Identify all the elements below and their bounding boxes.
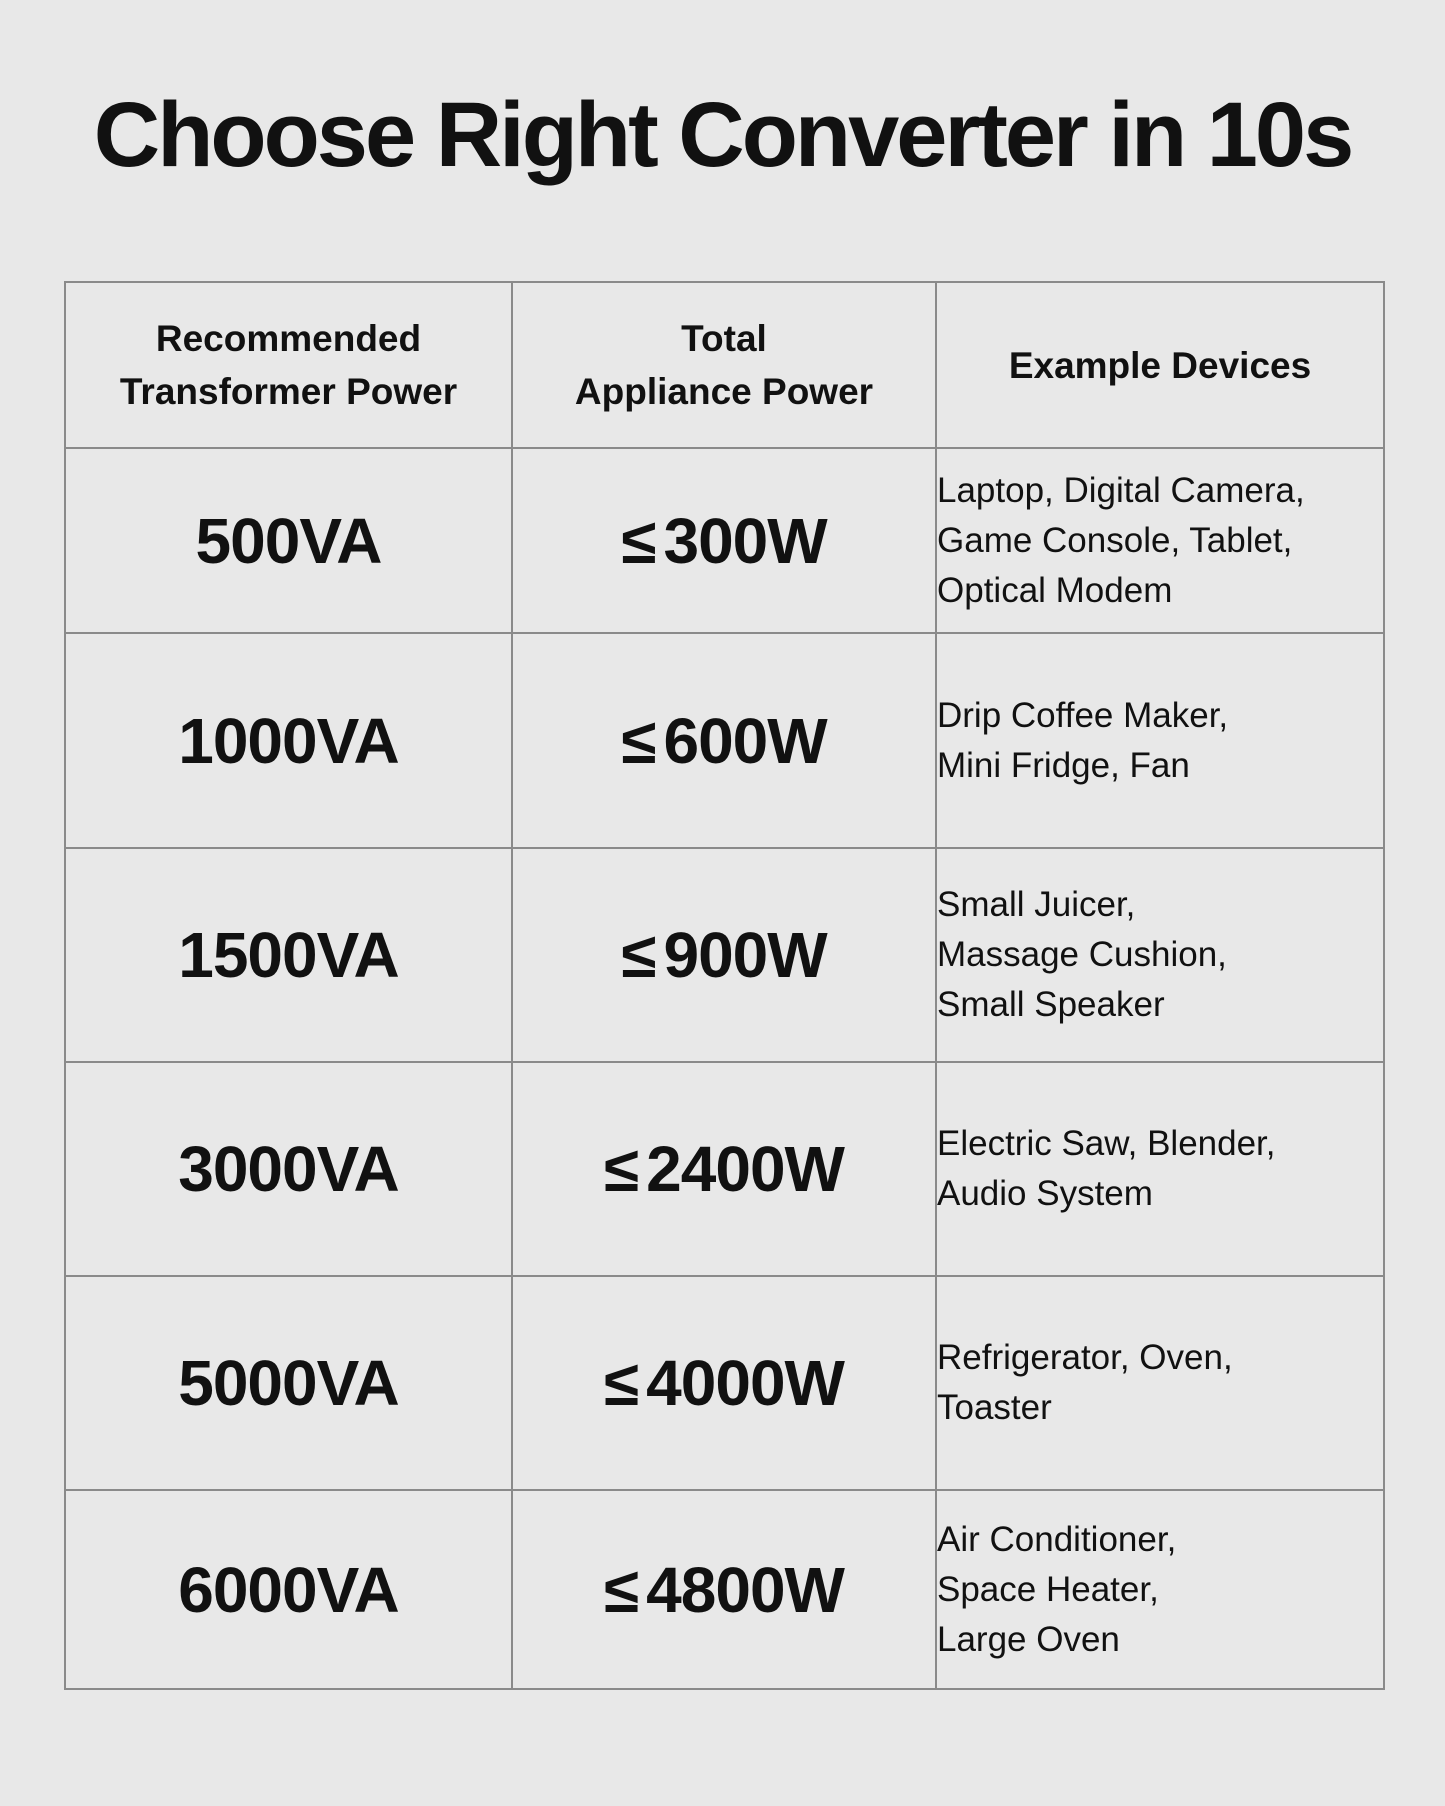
device-line: Large Oven — [937, 1619, 1120, 1659]
appliance-watts-cell — [512, 848, 936, 1062]
example-devices-cell — [936, 633, 1384, 848]
example-devices-cell — [936, 448, 1384, 633]
device-line: Small Speaker — [937, 985, 1165, 1024]
less-equal-symbol: ≤ — [604, 1133, 639, 1205]
device-line: Mini Fridge, Fan — [937, 745, 1190, 785]
watts-value: 900W — [663, 919, 827, 991]
less-equal-symbol: ≤ — [621, 919, 656, 991]
watts-value: 600W — [663, 704, 827, 777]
transformer-va-cell: 3000VA — [65, 1062, 512, 1276]
example-devices-cell — [936, 1490, 1384, 1689]
less-equal-symbol: ≤ — [604, 1347, 639, 1419]
device-line: Laptop, Digital Camera, — [937, 470, 1305, 510]
example-devices-cell — [936, 1276, 1384, 1490]
page-title: Choose Right Converter in 10s — [93, 84, 1352, 186]
table-row — [65, 1062, 1384, 1276]
example-devices-cell — [936, 848, 1384, 1062]
table-header-row — [65, 282, 1384, 448]
watts-value: 4000W — [646, 1347, 844, 1419]
header-line: Appliance Power — [574, 371, 874, 412]
less-equal-symbol: ≤ — [604, 1553, 639, 1626]
less-equal-symbol: ≤ — [621, 704, 656, 777]
device-line: Refrigerator, Oven, — [937, 1338, 1233, 1377]
less-equal-symbol: ≤ — [621, 504, 656, 577]
appliance-watts-cell — [512, 1062, 936, 1276]
header-appliance-power — [512, 282, 936, 448]
watts-value: 2400W — [646, 1133, 844, 1205]
table-row — [65, 1490, 1384, 1689]
device-line: Space Heater, — [937, 1569, 1159, 1609]
transformer-va-cell: 6000VA — [65, 1490, 512, 1689]
table-row — [65, 848, 1384, 1062]
device-line: Massage Cushion, — [937, 935, 1227, 974]
device-line: Toaster — [937, 1388, 1052, 1427]
device-line: Air Conditioner, — [937, 1519, 1177, 1559]
transformer-va-cell: 1500VA — [65, 848, 512, 1062]
transformer-va-cell: 1000VA — [65, 633, 512, 848]
transformer-va-cell: 5000VA — [65, 1276, 512, 1490]
device-line: Electric Saw, Blender, — [937, 1124, 1276, 1163]
table-row — [65, 448, 1384, 633]
device-line: Game Console, Tablet, — [937, 520, 1293, 560]
table-row — [65, 1276, 1384, 1490]
appliance-watts-cell — [512, 448, 936, 633]
converter-table — [64, 281, 1385, 1690]
appliance-watts-cell — [512, 633, 936, 848]
table-row — [65, 633, 1384, 848]
header-transformer-power — [65, 282, 512, 448]
header-line: Total — [681, 318, 767, 359]
watts-value: 300W — [663, 504, 827, 577]
example-devices-cell — [936, 1062, 1384, 1276]
device-line: Small Juicer, — [937, 885, 1136, 924]
transformer-va-cell: 500VA — [65, 448, 512, 633]
header-line: Transformer Power — [119, 371, 458, 412]
header-line: Example Devices — [1008, 344, 1312, 386]
device-line: Audio System — [937, 1174, 1153, 1213]
header-example-devices — [936, 282, 1384, 448]
watts-value: 4800W — [646, 1553, 844, 1626]
header-line: Recommended — [155, 318, 422, 359]
appliance-watts-cell — [512, 1490, 936, 1689]
device-line: Optical Modem — [937, 570, 1173, 610]
appliance-watts-cell — [512, 1276, 936, 1490]
device-line: Drip Coffee Maker, — [937, 695, 1229, 735]
